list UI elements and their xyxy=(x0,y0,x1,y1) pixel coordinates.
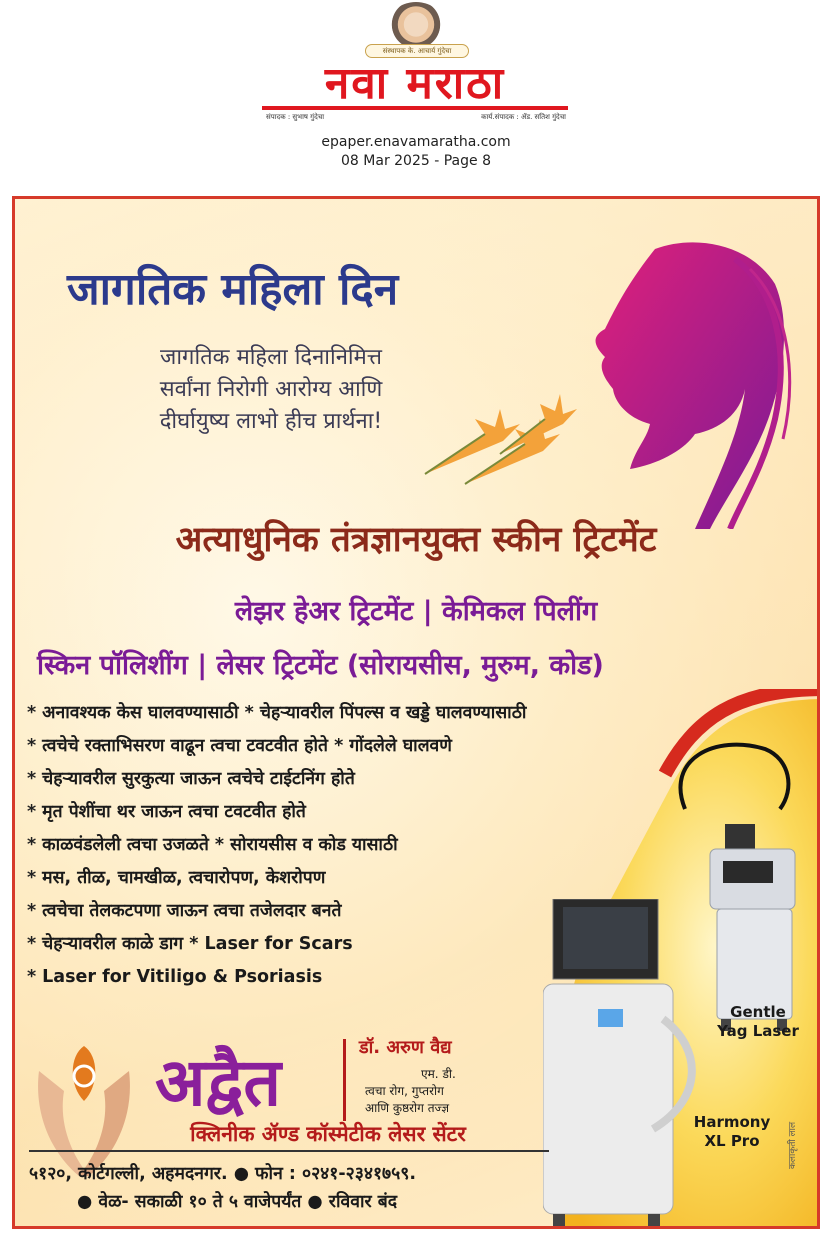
feature-item xyxy=(27,730,667,763)
wish-line: जागतिक महिला दिनानिमित्त xyxy=(160,345,382,370)
feature-text: अनावश्यक केस घालवण्यासाठी * चेहऱ्यावरील पिंपल्स व खड्डे घालवण्यासाठी xyxy=(42,703,527,723)
epaper-url[interactable]: epaper.enavamaratha.com xyxy=(321,134,511,150)
tech-heading: अत्याधुनिक तंत्रज्ञानयुक्त स्कीन ट्रिटमेंट xyxy=(175,520,657,560)
treatments-line-2: स्किन पॉलिशींग | लेसर ट्रिटमेंट (सोरायसीस, मुरुम, कोड) xyxy=(37,650,604,681)
editor-name: संपादक : सुभाष गुंदेचा xyxy=(266,113,325,121)
clinic-brand-name: अद्वैत xyxy=(155,1043,281,1121)
specialty-line: आणि कुष्ठरोग तज्ज्ञ xyxy=(365,1101,450,1115)
date-page: 08 Mar 2025 - Page 8 xyxy=(341,153,491,169)
doctor-name: डॉ. अरुण वैद्य xyxy=(359,1037,452,1058)
feature-item xyxy=(27,796,667,829)
founder-ribbon: संस्थापक के. आचार्य गुंदेचा xyxy=(365,44,469,58)
feature-item xyxy=(27,829,667,862)
clinic-advertisement xyxy=(12,196,820,1229)
star-bullet: * xyxy=(27,901,37,921)
exec-editor-name: कार्य.संपादक : ॲड. सतिश गुंदेचा xyxy=(481,113,566,121)
doctor-degree: एम. डी. xyxy=(421,1067,456,1081)
feature-text: काळवंडलेली त्वचा उजळते * सोरायसीस व कोड यासाठी xyxy=(42,835,398,855)
feature-text: मस, तीळ, चामखीळ, त्वचारोपण, केशरोपण xyxy=(42,868,326,888)
machine2-caption xyxy=(687,1113,777,1151)
clinic-address: ५१२०, कोर्टगल्ली, अहमदनगर. ● फोन : ०२४१-२३४१७५९. xyxy=(29,1164,416,1184)
feature-text: चेहऱ्यावरील काळे डाग * Laser for Scars xyxy=(42,934,353,954)
caption-line: Harmony xyxy=(693,1113,771,1131)
caption-line: Yag Laser xyxy=(717,1022,799,1040)
feature-item xyxy=(27,697,667,730)
artist-credit: कलाकृती लाल xyxy=(788,1121,798,1169)
star-bullet: * xyxy=(27,967,37,987)
star-bullet: * xyxy=(27,934,37,954)
doctor-specialty xyxy=(365,1083,449,1117)
treatments-line-1: लेझर हेअर ट्रिटमेंट | केमिकल पिलींग xyxy=(234,596,598,627)
wish-line: दीर्घायुष्य लाभो हीच प्रार्थना! xyxy=(159,409,383,434)
star-bullet: * xyxy=(27,769,37,789)
star-bullet: * xyxy=(27,736,37,756)
star-bullet: * xyxy=(27,802,37,822)
clinic-hours: ● वेळ- सकाळी १० ते ५ वाजेपर्यंत ● रविवार बंद xyxy=(77,1192,398,1212)
harmony-xl-pro-machine-image xyxy=(543,899,713,1229)
feature-text: Laser for Vitiligo & Psoriasis xyxy=(42,967,323,987)
feature-text: त्वचेचा तेलकटपणा जाऊन त्वचा तजेलदार बनते xyxy=(42,901,342,921)
address-divider xyxy=(29,1150,549,1152)
caption-line: XL Pro xyxy=(704,1132,760,1150)
womens-day-wish xyxy=(101,342,441,438)
masthead-editors xyxy=(262,113,568,125)
newspaper-masthead xyxy=(0,0,832,190)
caption-line: Gentle xyxy=(730,1003,786,1021)
machine1-caption xyxy=(713,1003,803,1041)
specialty-line: त्वचा रोग, गुप्तरोग xyxy=(365,1084,444,1098)
clinic-name: क्लिनीक ॲण्ड कॉस्मेटीक लेसर सेंटर xyxy=(190,1122,466,1146)
feature-item xyxy=(27,763,667,796)
star-bullet: * xyxy=(27,703,37,723)
wish-line: सर्वांना निरोगी आरोग्य आणि xyxy=(159,377,383,402)
feature-text: चेहऱ्यावरील सुरकुत्या जाऊन त्वचेचे टाईटनिंग होते xyxy=(42,769,355,789)
star-bullet: * xyxy=(27,868,37,888)
feature-text: मृत पेशींचा थर जाऊन त्वचा टवटवीत होते xyxy=(42,802,306,822)
star-bullet: * xyxy=(27,835,37,855)
clinic-logo-hands-icon xyxy=(29,1031,139,1181)
feature-item xyxy=(27,862,667,895)
feature-text: त्वचेचे रक्ताभिसरण वाढून त्वचा टवटवीत होते * गोंदलेले घालवणे xyxy=(42,736,452,756)
brand-divider xyxy=(343,1039,346,1121)
newspaper-logo: नवा मराठा xyxy=(262,58,568,110)
womens-day-title: जागतिक महिला दिन xyxy=(67,264,399,315)
